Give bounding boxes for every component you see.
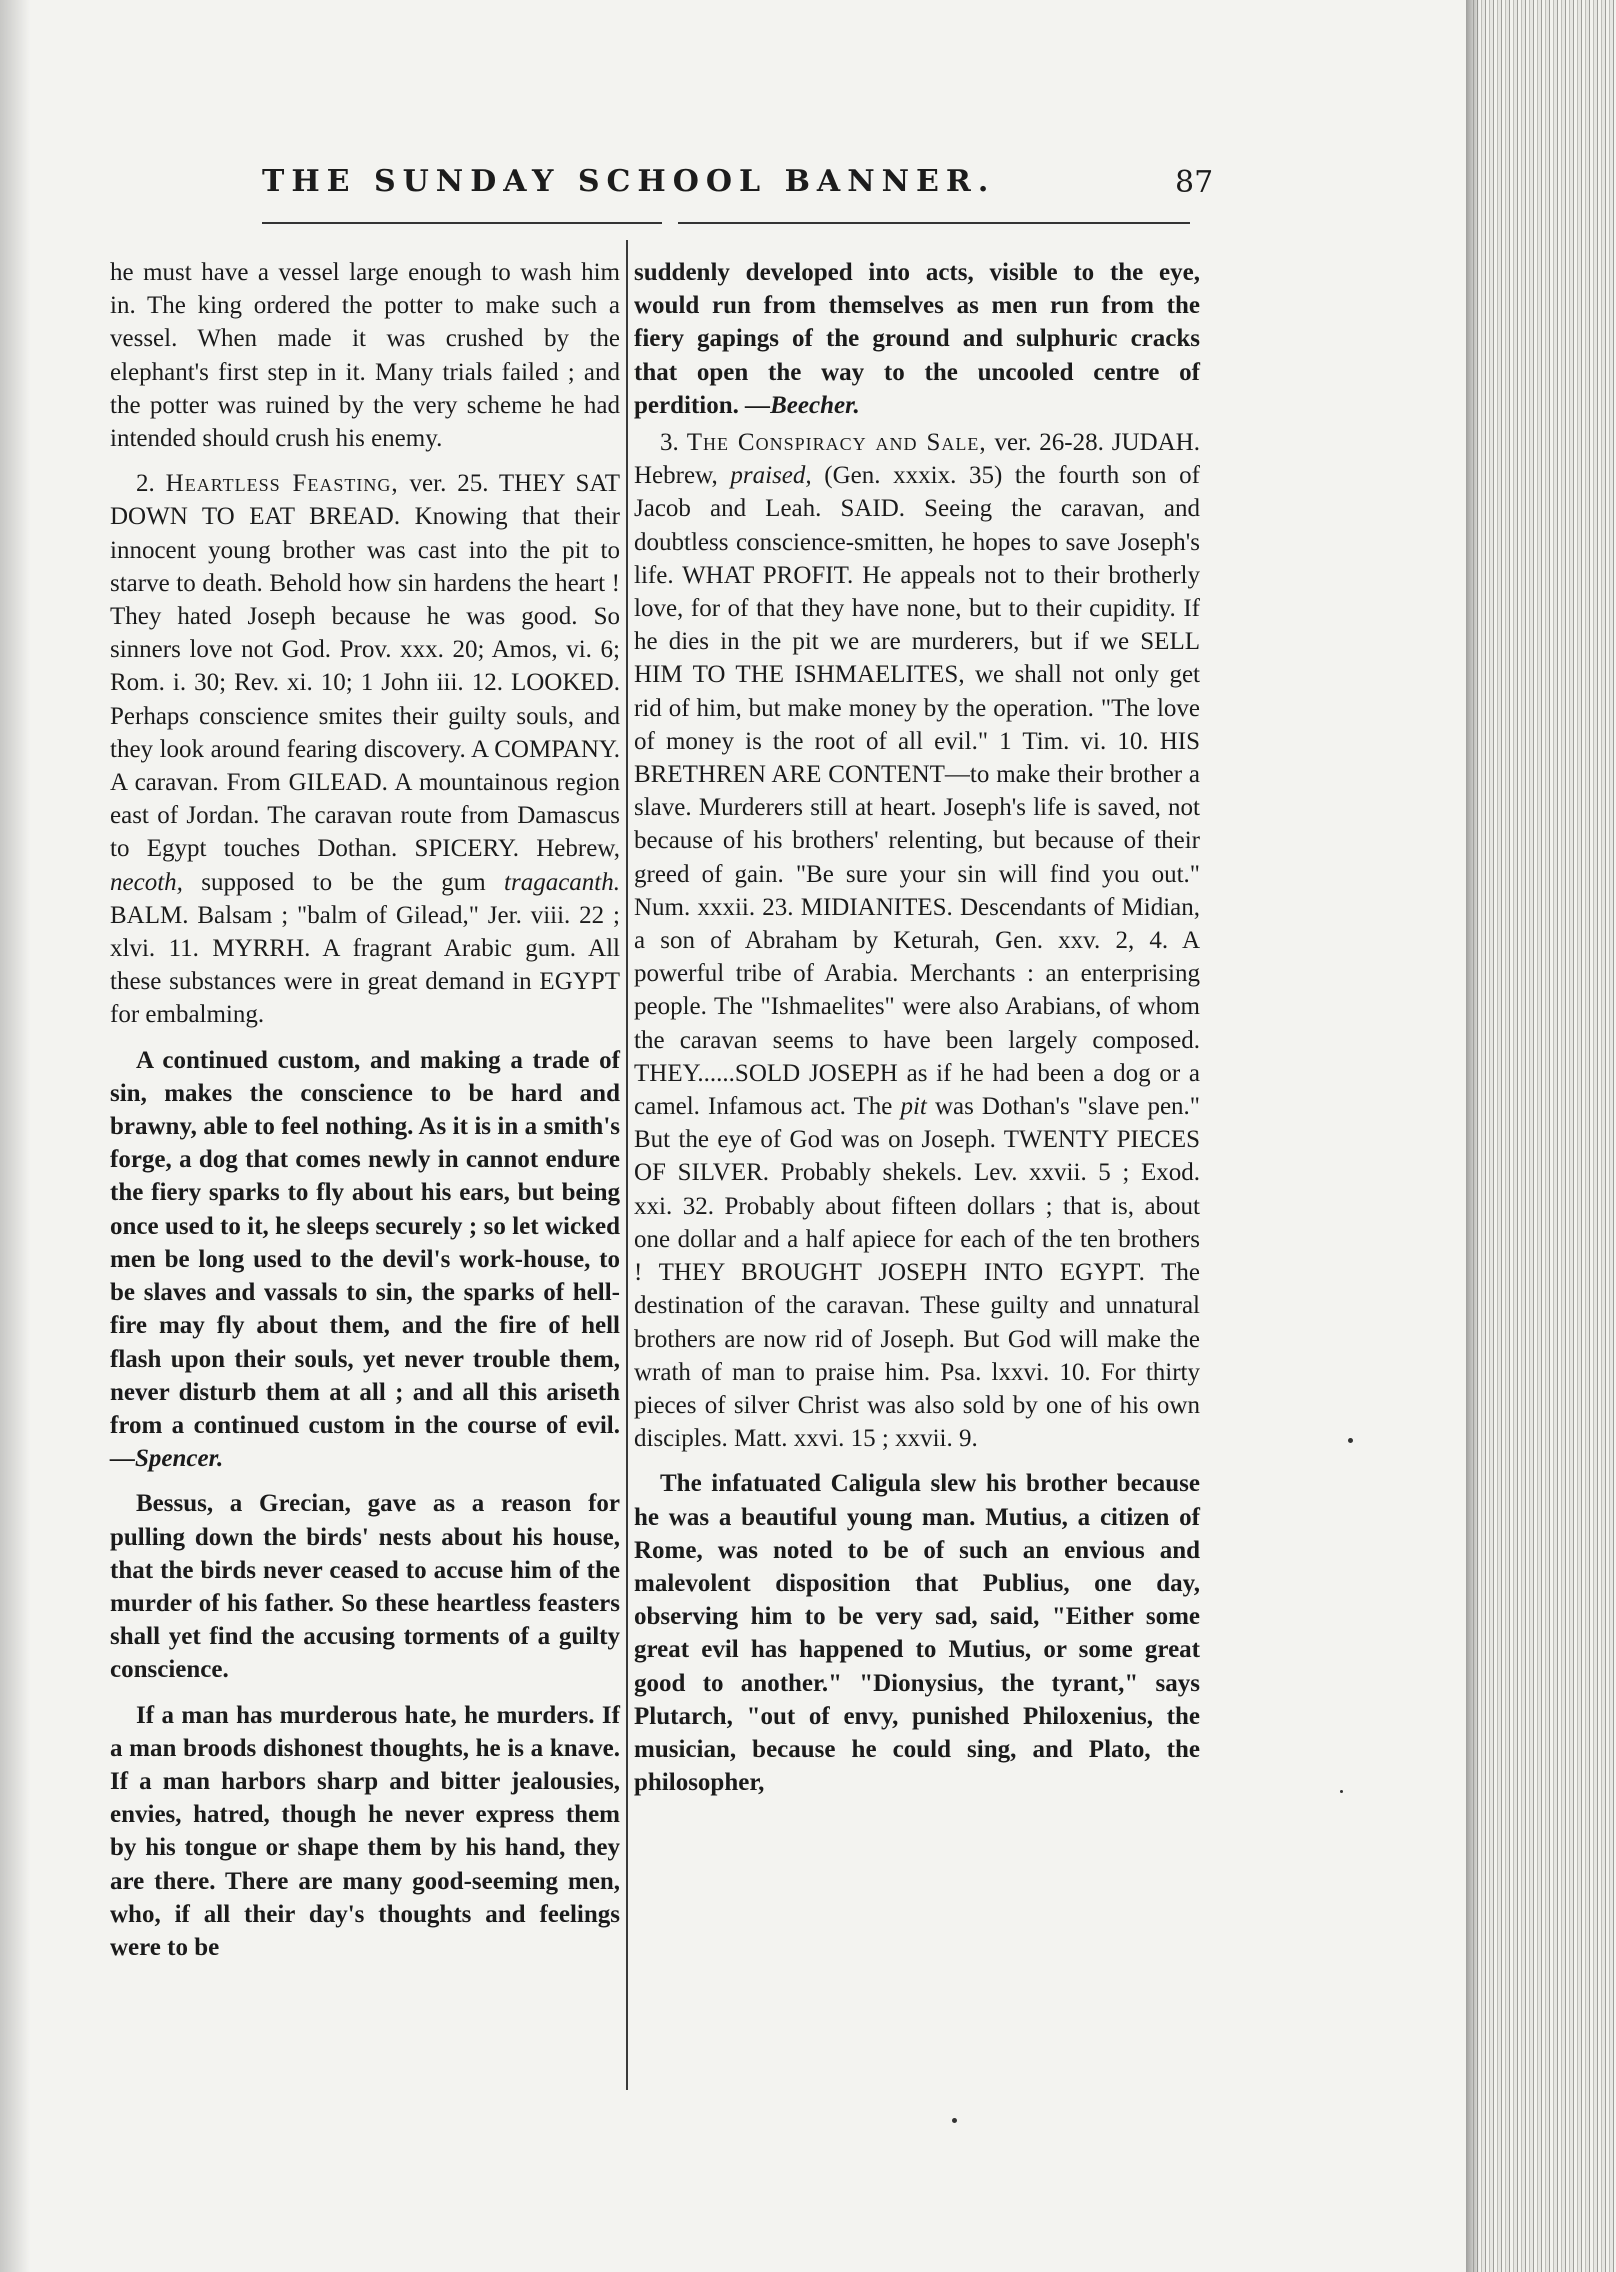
quote-spencer (110, 1044, 620, 1476)
quote-source: —Beecher. (745, 391, 860, 419)
edge-shadow (1466, 0, 1480, 2272)
page-number: 87 (1175, 165, 1214, 200)
header-rule-right (678, 222, 1190, 224)
section-number: 2. (136, 470, 155, 498)
section-heading: Heartless Feasting, (165, 470, 399, 498)
quote-source: —Spencer. (110, 1445, 224, 1473)
running-title: THE SUNDAY SCHOOL BANNER. (262, 164, 996, 199)
italic-word-pit: pit (900, 1093, 927, 1121)
print-speck (952, 2118, 957, 2123)
paragraph-continued: he must have a vessel large enough to wash him in. The king ordered the potter to make such a vessel. When made it was crushed by the elephant's first step in it. Many trials failed ; and the potter was ruined by the very scheme he had intended should crush his enemy. (110, 259, 620, 453)
quote-caligula: The infatuated Caligula slew his brother because he was a beautiful young man. Mutius, a citizen of Rome, was noted to be of such an envious and malevolent disposition that Publius, one day, observing him to be very sad, said, "Either some great evil has happened to Mutius, or some great good to another." "Dionysius, the tyrant," says Plutarch, "out of envy, punished Philoxenius, the musician, because he could sing, and Plato, the philosopher, (634, 1470, 1200, 1797)
section-body-mid: (Gen. xxxix. 35) the fourth son of Jacob and Leah. SAID. Seeing the caravan, and doubtless conscience-smitten, he hopes to save Joseph's life. WHAT PROFIT. He appeals not to their brotherly love, for of that they have none, but to their cupidity. If he dies in the pit we are murderers, but if we SELL HIM TO THE ISHMAELITES, we shall not only get rid of him, but make money by the operation. "The love of money is the root of all evil." 1 Tim. vi. 10. HIS BRETHREN ARE CONTENT—to make their brother a slave. Murderers still at heart. Joseph's life is saved, not because of his brothers' relenting, but because of their greed of gain. "Be sure your sin will find you out." Num. xxxii. 23. MIDIANITES. Descendants of Midian, a son of Abraham by Keturah, Gen. xxv. 2, 4. A powerful tribe of Arabia. Merchants : an enterprising people. The "Ishmaelites" were also Arabians, of whom the caravan seems to have been largely composed. THEY......SOLD JOSEPH as if he had been a dog or a camel. Infamous act. The (634, 462, 1201, 1121)
section-number: 3. (660, 429, 679, 457)
quote-bessus: Bessus, a Grecian, gave as a reason for pulling down the birds' nests about his house, that the birds never ceased to accuse him of the murder of his father. So these heartless feasters shall yet find the accusing torments of a guilty conscience. (110, 1490, 620, 1684)
column-divider (626, 240, 628, 2090)
section-body: ver. 26-28. JUDAH. Hebrew, (634, 429, 1200, 490)
section-body-mid: supposed to be the gum (201, 868, 486, 896)
section-body-end: BALM. Balsam ; "balm of Gilead," Jer. viii. 22 ; xlvi. 11. MYRRH. A fragrant Arabic gum. All these substances were in great demand in EGYPT for embalming. (110, 901, 620, 1029)
header-rule-left (262, 222, 662, 224)
quote-beecher-end (634, 256, 1200, 422)
quote-beecher-start: If a man has murderous hate, he murders. If a man broods dishonest thoughts, he is a knave. If a man harbors sharp and bitter jealousies, envies, hatred, though he never express them by his tongue or shape them by his hand, they are there. There are many good-seeming men, who, if all their day's thoughts and feelings were to be (110, 1701, 620, 1961)
section-body: ver. 25. THEY SAT DOWN TO EAT BREAD. Knowing that their innocent young brother was cast into the pit to starve to death. Behold how sin hardens the heart ! They hated Joseph because he was good. So sinners love not God. Prov. xxx. 20; Amos, vi. 6; Rom. i. 30; Rev. xi. 10; 1 John iii. 12. LOOKED. Perhaps conscience smites their guilty souls, and they look around fearing discovery. A COMPANY. A caravan. From GILEAD. A mountainous region east of Jordan. The caravan route from Damascus to Egypt touches Dothan. SPICERY. Hebrew, (110, 470, 620, 863)
quote-text: A continued custom, and making a trade of sin, makes the conscience to be hard and brawny, able to feel nothing. As it is in a smith's forge, a dog that comes newly in cannot endure the fiery sparks to fly about his ears, but being once used to it, he sleeps securely ; so let wicked men be long used to the devil's work-house, to be slaves and vassals to sin, the sparks of hell-fire may fly about them, and the fire of hell flash upon their souls, yet never trouble them, never disturb them at all ; and all this ariseth from a continued custom in the course of evil. (110, 1046, 620, 1439)
section-body-end: was Dothan's "slave pen." But the eye of God was on Joseph. TWENTY PIECES OF SILVER. Probably shekels. Lev. xxvii. 5 ; Exod. xxi. 32. Probably about fifteen dollars ; that is, about one dollar and a half apiece for each of the ten brothers ! THEY BROUGHT JOSEPH INTO EGYPT. The destination of the caravan. These guilty and unnatural brothers are now rid of Joseph. But God will make the wrath of man to praise him. Psa. lxxvi. 10. For thirty pieces of silver Christ was also sold by one of his own disciples. Matt. xxvi. 15 ; xxvii. 9. (634, 1093, 1201, 1453)
right-column (634, 256, 1200, 1799)
section-heading: The Conspiracy and Sale, (686, 429, 987, 457)
hebrew-word: necoth, (110, 868, 183, 896)
left-column (110, 256, 620, 1964)
hebrew-meaning: praised, (730, 462, 812, 490)
book-fore-edge (1470, 0, 1616, 2272)
print-speck (1340, 1790, 1343, 1793)
quote-text: suddenly developed into acts, visible to the eye, would run from themselves as men run from the fiery gapings of the ground and sulphuric cracks that open the way to the uncooled centre of perdition. (634, 259, 1200, 419)
gutter-shadow (0, 0, 30, 2272)
latin-word: tragacanth. (504, 868, 620, 896)
print-speck (1348, 1438, 1353, 1443)
section-conspiracy-and-sale (634, 426, 1200, 1455)
section-heartless-feasting (110, 467, 620, 1031)
